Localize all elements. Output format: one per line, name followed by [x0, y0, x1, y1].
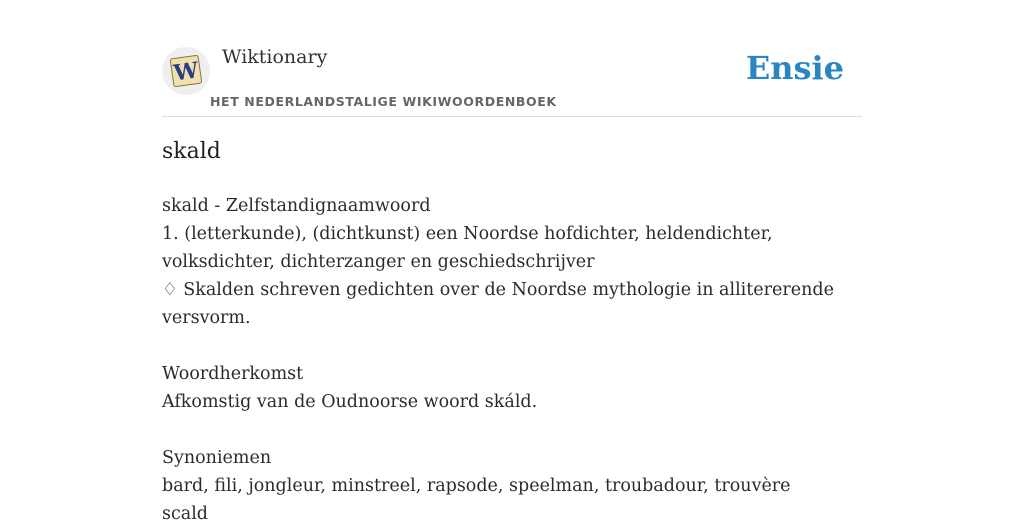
example-line: versvorm.: [162, 308, 251, 328]
svg-text:W: W: [172, 57, 201, 87]
definition-line: 1. (letterkunde), (dichtkunst) een Noordse hofdichter, heldendichter,: [162, 224, 773, 244]
site-header: [162, 40, 862, 117]
example-line: ♢ Skalden schreven gedichten over de Noordse mythologie in allitererende: [162, 280, 834, 300]
part-of-speech-line: skald - Zelfstandignaamwoord: [162, 196, 431, 216]
site-tagline: HET NEDERLANDSTALIGE WIKIWOORDENBOEK: [210, 94, 557, 109]
ensie-brand-link[interactable]: Ensie: [745, 49, 844, 87]
site-name[interactable]: Wiktionary: [222, 46, 328, 68]
spacer: [162, 416, 862, 444]
synonyms-heading: Synoniemen: [162, 448, 272, 468]
synonyms-text-continued: scald: [162, 504, 209, 524]
wiktionary-logo-icon[interactable]: [162, 47, 210, 95]
spacer: [162, 332, 862, 360]
etymology-text: Afkomstig van de Oudnoorse woord skáld.: [162, 392, 538, 412]
page-title: skald: [162, 139, 221, 164]
synonyms-text: bard, fili, jongleur, minstreel, rapsode, speelman, troubadour, trouvère: [162, 476, 791, 496]
definition-line: volksdichter, dichterzanger en geschiedschrijver: [162, 252, 595, 272]
wiktionary-w-tile-icon: [162, 47, 210, 95]
etymology-heading: Woordherkomst: [162, 364, 304, 384]
entry-body: [162, 192, 862, 528]
